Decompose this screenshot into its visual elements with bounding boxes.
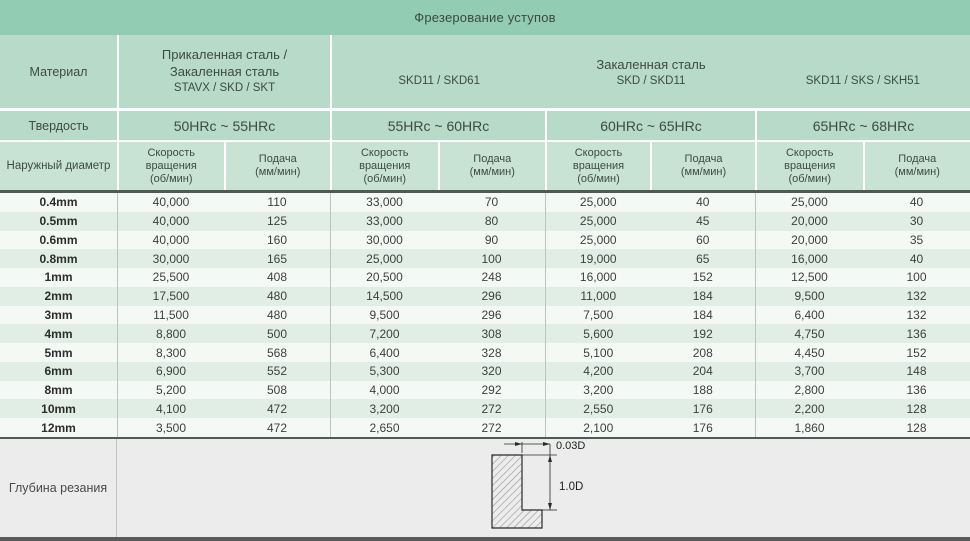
speed-value: 3,200 [583, 383, 614, 398]
feed-value: 176 [692, 420, 713, 435]
speed-header: Скорость вращения (об/мин) [145, 146, 197, 185]
material-group-cells [755, 324, 970, 343]
hardness-label: Твердость [28, 118, 89, 133]
material-group-cells [545, 381, 755, 400]
feed-value: 100 [906, 270, 927, 285]
feed-value: 80 [484, 214, 499, 229]
speed-value: 5,200 [155, 383, 187, 398]
feed-value: 188 [692, 383, 713, 398]
speed-value: 2,100 [583, 420, 614, 435]
table-row [0, 418, 970, 437]
speed-value: 11,500 [153, 307, 189, 322]
feed-header: Подача (мм/мин) [650, 142, 755, 190]
dim-depth-label: 1.0D [559, 481, 584, 493]
row-diameter: 0.6mm [39, 232, 78, 247]
speed-value: 17,500 [152, 289, 190, 304]
feed-value: 472 [266, 420, 288, 435]
feed-value: 480 [266, 289, 288, 304]
sheet-title: Фрезерование уступов [0, 0, 970, 35]
feed-value: 165 [266, 251, 288, 266]
speed-value: 25,500 [152, 270, 190, 285]
row-diameter: 6mm [44, 364, 73, 379]
row-diameter: 4mm [44, 326, 73, 341]
row-diameter: 3mm [44, 307, 73, 322]
speed-value: 25,000 [791, 195, 828, 210]
material-group-cells [545, 212, 755, 231]
material-group-cells [755, 306, 970, 325]
feed-value: 408 [266, 270, 288, 285]
feed-value: 152 [906, 345, 927, 360]
material-group-cells [545, 287, 755, 306]
material-group-cells [545, 399, 755, 418]
cutting-depth-label: Глубина резания [0, 439, 117, 537]
material-group-cells [755, 249, 970, 268]
row-diameter: 5mm [44, 345, 73, 360]
feed-value: 30 [909, 214, 924, 229]
material-group-cells [117, 418, 330, 437]
material-group-cells [755, 381, 970, 400]
feed-value: 136 [906, 326, 927, 341]
speed-value: 40,000 [152, 214, 190, 229]
feed-value: 132 [906, 289, 927, 304]
feed-value: 40 [909, 195, 924, 210]
feed-value: 568 [266, 345, 288, 360]
feed-value: 272 [481, 420, 502, 435]
hardness-row [0, 111, 970, 140]
material-group-cells [117, 231, 330, 250]
material-group-cells [755, 193, 970, 212]
speed-value: 20,500 [366, 270, 403, 285]
speed-value: 4,200 [583, 364, 614, 379]
table-row [0, 381, 970, 400]
subgroup-skd11-skd61: SKD11 / SKD61 [398, 74, 480, 87]
material-group-cells [117, 193, 330, 212]
hardness-value-4: 65HRc ~ 68HRc [755, 111, 970, 140]
table-row [0, 324, 970, 343]
row-diameter: 10mm [41, 401, 76, 416]
subgroup-skd11-sks-skh51: SKD11 / SKS / SKH51 [805, 74, 920, 87]
speed-value: 6,400 [794, 307, 825, 322]
speed-value: 6,900 [155, 364, 187, 379]
speed-value: 30,000 [366, 232, 403, 247]
speed-value: 2,800 [794, 383, 825, 398]
material-group-cells [330, 343, 545, 362]
feed-value: 136 [906, 383, 927, 398]
speed-value: 5,300 [369, 364, 400, 379]
table-row [0, 287, 970, 306]
group3-subheaders [545, 142, 755, 190]
hardened-steel-header [330, 35, 970, 108]
row-diameter: 0.5mm [39, 214, 78, 229]
feed-value: 472 [266, 401, 288, 416]
feed-header: Подача (мм/мин) [224, 142, 331, 190]
material-group-cells [330, 268, 545, 287]
row-diameter: 12mm [41, 420, 76, 435]
feed-value: 328 [481, 345, 502, 360]
material-group-cells [117, 249, 330, 268]
feed-value: 176 [692, 401, 713, 416]
data-rows [0, 193, 970, 437]
speed-value: 5,600 [583, 326, 614, 341]
material-group-cells [545, 324, 755, 343]
speed-value: 2,650 [369, 420, 400, 435]
cutting-depth-diagram [487, 441, 622, 539]
speed-value: 25,000 [366, 251, 403, 266]
feed-value: 248 [481, 270, 502, 285]
speed-value: 12,500 [791, 270, 828, 285]
speed-value: 25,000 [579, 195, 617, 210]
feed-value: 184 [692, 307, 713, 322]
material-label: Материал [29, 64, 88, 79]
feed-header: Подача (мм/мин) [863, 142, 970, 190]
feed-value: 40 [909, 251, 924, 266]
material-group-cells [117, 362, 330, 381]
speed-value: 33,000 [366, 214, 403, 229]
feed-value: 110 [267, 195, 287, 210]
material-group-cells [545, 343, 755, 362]
speed-value: 3,700 [794, 364, 825, 379]
row-diameter: 1mm [44, 270, 73, 285]
feed-value: 128 [906, 420, 927, 435]
cutting-depth-row [0, 439, 970, 537]
material-group-cells [755, 268, 970, 287]
feed-value: 272 [481, 401, 502, 416]
speed-value: 20,000 [791, 232, 828, 247]
feed-value: 45 [696, 214, 710, 229]
annealed-grades: STAVX / SKD / SKT [173, 82, 276, 94]
annealed-steel-header [117, 35, 330, 108]
speed-value: 4,000 [369, 383, 400, 398]
material-group-cells [545, 418, 755, 437]
feed-value: 132 [906, 307, 927, 322]
material-group-cells [330, 306, 545, 325]
feed-value: 60 [696, 232, 710, 247]
material-group-cells [330, 193, 545, 212]
sheet-bottom-border [0, 537, 970, 541]
row-diameter: 0.4mm [39, 195, 78, 210]
row-diameter: 2mm [44, 289, 73, 304]
table-row [0, 399, 970, 418]
material-group-cells [330, 287, 545, 306]
speed-value: 3,200 [369, 401, 400, 416]
feed-value: 70 [484, 195, 499, 210]
table-row [0, 343, 970, 362]
material-group-cells [755, 418, 970, 437]
hardness-value-1: 50HRc ~ 55HRc [117, 111, 330, 140]
speed-value: 16,000 [791, 251, 828, 266]
feed-value: 480 [266, 307, 288, 322]
feed-value: 552 [266, 364, 288, 379]
feed-value: 128 [906, 401, 927, 416]
speed-value: 25,000 [579, 214, 617, 229]
table-row [0, 362, 970, 381]
speed-value: 1,860 [794, 420, 825, 435]
speed-value: 7,500 [583, 307, 614, 322]
material-group-cells [117, 306, 330, 325]
speed-value: 30,000 [152, 251, 190, 266]
annealed-line1: Прикаленная сталь / [161, 47, 288, 62]
feed-header: Подача (мм/мин) [438, 142, 546, 190]
speed-value: 2,200 [794, 401, 825, 416]
hardened-subgroups [332, 75, 970, 87]
material-group-cells [545, 249, 755, 268]
speed-value: 4,450 [794, 345, 825, 360]
speed-value: 6,400 [369, 345, 400, 360]
speed-value: 8,800 [155, 326, 187, 341]
workpiece-shape [492, 455, 542, 528]
material-group-cells [117, 268, 330, 287]
speed-value: 7,200 [369, 326, 400, 341]
group4-subheaders [755, 142, 970, 190]
speed-value: 25,000 [579, 232, 617, 247]
material-group-cells [755, 399, 970, 418]
hardness-value-3: 60HRc ~ 65HRc [545, 111, 755, 140]
material-group-cells [330, 362, 545, 381]
feed-value: 320 [481, 364, 502, 379]
speed-value: 5,100 [583, 345, 614, 360]
speed-header: Скорость вращения (об/мин) [359, 146, 411, 185]
material-group-cells [545, 362, 755, 381]
speed-value: 40,000 [152, 195, 190, 210]
subgroup-skd-skd11: SKD / SKD11 [616, 74, 686, 87]
speed-value: 11,000 [580, 289, 617, 304]
feed-value: 40 [696, 195, 710, 210]
material-header-row [0, 35, 970, 108]
group1-subheaders [117, 142, 330, 190]
speed-value: 4,750 [794, 326, 825, 341]
table-row [0, 249, 970, 268]
speed-value: 19,000 [579, 251, 617, 266]
table-row [0, 193, 970, 212]
feed-value: 90 [484, 232, 499, 247]
feed-value: 204 [692, 364, 713, 379]
material-group-cells [117, 381, 330, 400]
feed-value: 308 [481, 326, 502, 341]
column-subheader-row [0, 142, 970, 190]
material-group-cells [545, 268, 755, 287]
material-group-cells [545, 306, 755, 325]
dim-step-width-label: 0.03D [556, 441, 586, 452]
feed-value: 148 [906, 364, 927, 379]
material-group-cells [117, 212, 330, 231]
speed-header: Скорость вращения (об/мин) [572, 146, 625, 185]
material-group-cells [330, 324, 545, 343]
speed-value: 9,500 [794, 289, 825, 304]
material-group-cells [755, 212, 970, 231]
feed-value: 184 [692, 289, 713, 304]
feed-value: 35 [909, 232, 924, 247]
material-group-cells [755, 343, 970, 362]
material-group-cells [755, 231, 970, 250]
material-group-cells [545, 231, 755, 250]
feed-value: 65 [696, 251, 710, 266]
speed-value: 9,500 [369, 307, 400, 322]
material-group-cells [545, 193, 755, 212]
speed-header: Скорость вращения (об/мин) [784, 146, 836, 185]
group2-subheaders [330, 142, 545, 190]
table-row [0, 231, 970, 250]
material-group-cells [117, 287, 330, 306]
material-group-cells [330, 212, 545, 231]
table-row [0, 268, 970, 287]
material-group-cells [117, 343, 330, 362]
material-group-cells [330, 399, 545, 418]
row-diameter: 8mm [44, 383, 73, 398]
speed-value: 4,100 [155, 401, 187, 416]
feed-value: 100 [481, 251, 502, 266]
speed-value: 2,550 [583, 401, 614, 416]
material-group-cells [755, 362, 970, 381]
annealed-line2: Закаленная сталь [169, 64, 280, 79]
feed-value: 508 [266, 383, 288, 398]
feed-value: 292 [481, 383, 502, 398]
material-group-cells [330, 249, 545, 268]
diameter-column-label: Наружный диаметр [6, 159, 111, 172]
speed-value: 14,500 [366, 289, 403, 304]
material-group-cells [117, 399, 330, 418]
feed-value: 208 [692, 345, 713, 360]
feed-value: 125 [266, 214, 288, 229]
feed-value: 296 [481, 307, 502, 322]
speed-value: 3,500 [155, 420, 187, 435]
hardness-value-2: 55HRc ~ 60HRc [330, 111, 545, 140]
material-group-cells [117, 324, 330, 343]
feed-value: 192 [692, 326, 713, 341]
speed-value: 8,300 [155, 345, 187, 360]
material-group-cells [755, 287, 970, 306]
material-group-cells [330, 418, 545, 437]
hardened-title: Закаленная сталь [596, 56, 706, 72]
speed-value: 33,000 [366, 195, 403, 210]
feed-value: 296 [481, 289, 502, 304]
feed-value: 152 [692, 270, 713, 285]
material-group-cells [330, 231, 545, 250]
material-group-cells [330, 381, 545, 400]
feed-value: 160 [266, 232, 288, 247]
row-diameter: 0.8mm [39, 251, 78, 266]
speed-value: 20,000 [791, 214, 828, 229]
speed-value: 16,000 [579, 270, 617, 285]
table-row [0, 306, 970, 325]
speed-value: 40,000 [152, 232, 190, 247]
table-row [0, 212, 970, 231]
feed-value: 500 [266, 326, 288, 341]
